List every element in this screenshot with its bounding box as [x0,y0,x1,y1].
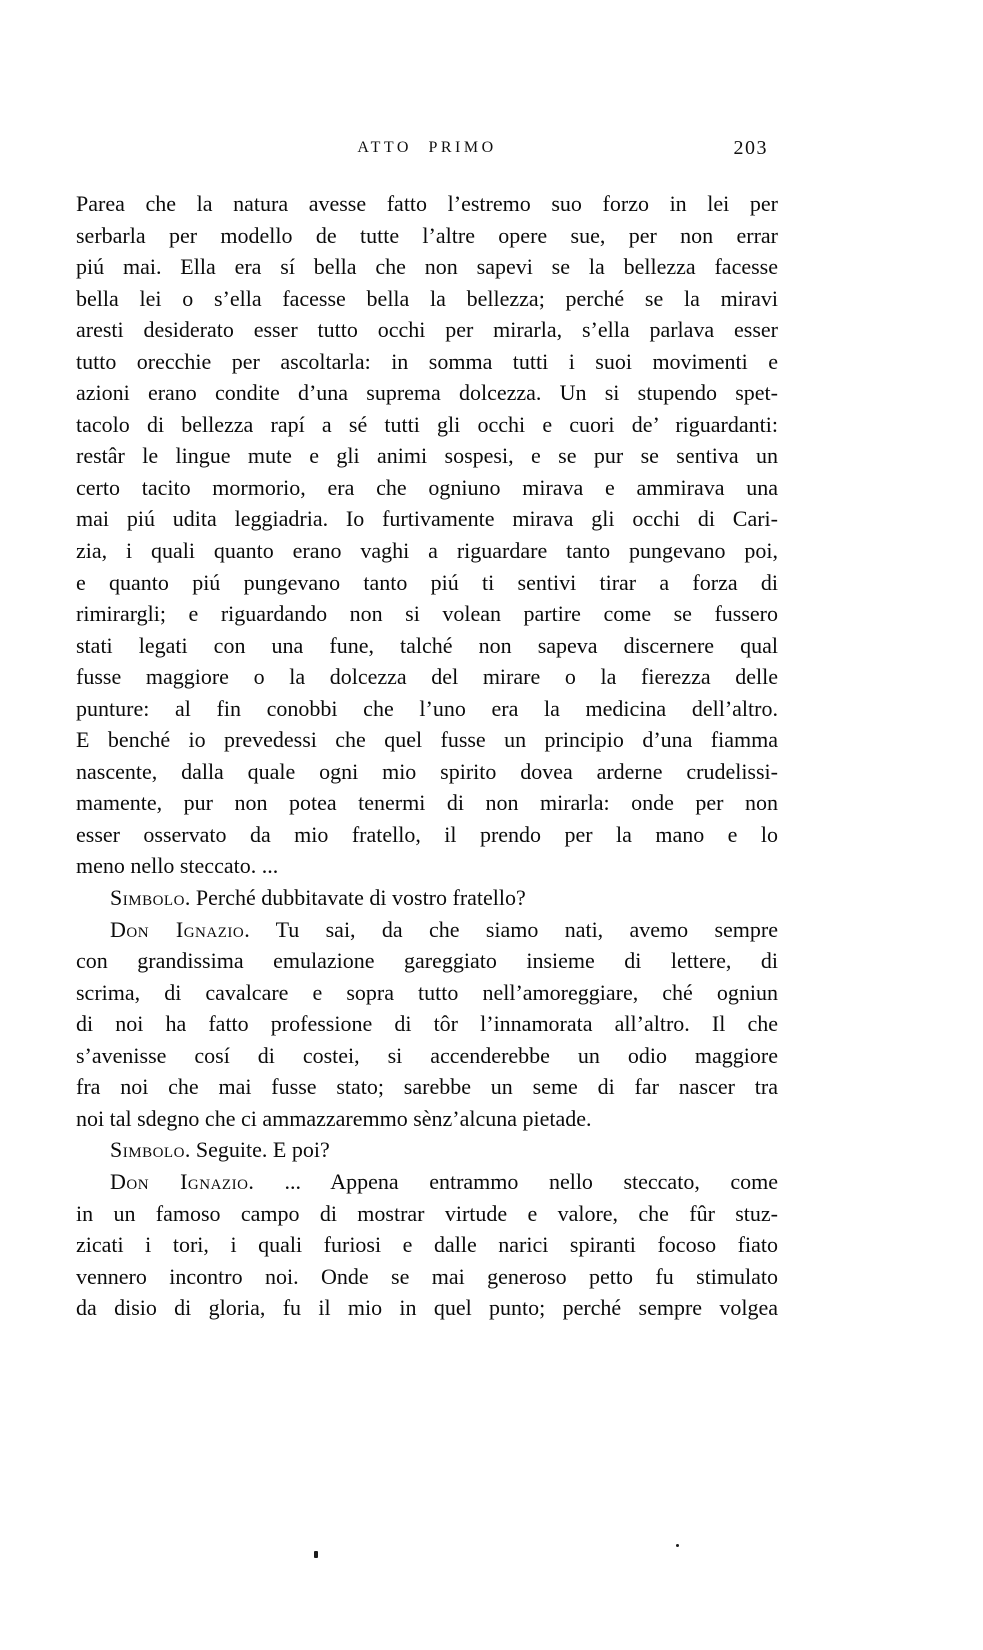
text-line [76,283,778,315]
text-block [76,188,778,1324]
text-line [76,1292,778,1324]
text-line [76,1040,778,1072]
speaker-name: Simbolo [110,885,185,911]
text-line [76,503,778,535]
line-text: di noi ha fatto professione di tôr l’innamorata all’altro. Il che [76,1011,778,1037]
text-line [76,409,778,441]
line-text: Parea che la natura avesse fatto l’estremo suo forzo in lei per [76,191,778,216]
line-text: tacolo di bellezza rapí a sé tutti gli occhi e cuori de’ riguardanti: [76,411,778,437]
speaker-name: Don Ignazio [110,1168,249,1194]
text-line [76,188,778,220]
line-text: . Seguite. E poi? [184,1137,330,1163]
line-text: E benché io prevedessi che quel fusse un principio d’una fiamma [76,727,778,753]
text-line [76,661,778,693]
line-text: nascente, dalla quale ogni mio spirito dovea arderne crudelissi- [76,758,778,784]
line-text: serbarla per modello de tutte l’altre opere sue, per non errar [76,222,778,248]
text-line [76,914,778,946]
line-text: esser osservato da mio fratello, il prendo per la mano e lo [76,821,778,847]
text-line [76,882,778,914]
line-text: da disio di gloria, fu il mio in quel punto; perché sempre volgea [76,1295,778,1321]
text-line [76,693,778,725]
text-line [76,1261,778,1293]
text-line [76,1229,778,1261]
running-title: ATTO PRIMO [357,139,497,156]
line-text: mamente, pur non potea tenermi di non mirarla: onde per non [76,790,778,816]
text-line [76,1166,778,1198]
page-header [76,137,778,161]
speaker-name: Don Ignazio [110,916,245,942]
text-line [76,535,778,567]
line-text: fra noi che mai fusse stato; sarebbe un seme di far nascer tra [76,1074,778,1100]
text-line [76,440,778,472]
text-line [76,377,778,409]
text-line [76,630,778,662]
ink-speck [314,1551,318,1558]
line-text: s’avenisse cosí di costei, si accenderebbe un odio maggiore [76,1042,778,1068]
line-text: punture: al fin conobbi che l’uno era la medicina dell’altro. [76,695,778,721]
line-text: . ... Appena entrammo nello steccato, come [248,1168,778,1194]
text-line [76,472,778,504]
text-line [76,314,778,346]
line-text: scrima, di cavalcare e sopra tutto nell’amoreggiare, ché ogniun [76,979,778,1005]
line-text: . Tu sai, da che siamo nati, avemo sempre [244,916,778,942]
text-line [76,1071,778,1103]
line-text: tutto orecchie per ascoltarla: in somma tutti i suoi movimenti e [76,348,778,374]
text-line [76,819,778,851]
line-text: vennero incontro noi. Onde se mai generoso petto fu stimulato [76,1263,778,1289]
line-text: noi tal sdegno che ci ammazzaremmo sènz’alcuna pietade. [76,1105,592,1131]
text-line [76,756,778,788]
line-text: meno nello steccato. ... [76,853,279,879]
speaker-name: Simbolo [110,1137,185,1163]
text-line [76,1134,778,1166]
line-text: zia, i quali quanto erano vaghi a riguardare tanto pungevano poi, [76,538,778,564]
line-text: zicati i tori, i quali furiosi e dalle narici spiranti focoso fiato [76,1232,778,1258]
line-text: e quanto piú pungevano tanto piú ti sentivi tirar a forza di [76,569,778,595]
line-text: in un famoso campo di mostrar virtude e valore, che fûr stuz- [76,1200,778,1226]
line-text: con grandissima emulazione gareggiato insieme di lettere, di [76,948,778,974]
line-text: certo tacito mormorio, era che ogniuno mirava e ammirava una [76,474,778,500]
line-text: aresti desiderato esser tutto occhi per mirarla, s’ella parlava esser [76,317,778,343]
line-text: stati legati con una fune, talché non sapeva discernere qual [76,632,778,658]
line-text: restâr le lingue mute e gli animi sospesi, e se pur se sentiva un [76,443,778,469]
text-line [76,1103,778,1135]
text-line [76,598,778,630]
text-line [76,220,778,252]
line-text: azioni erano condite d’una suprema dolcezza. Un si stupendo spet- [76,380,778,406]
line-text: . Perché dubbitavate di vostro fratello? [184,885,526,911]
text-line [76,977,778,1009]
text-line [76,1198,778,1230]
line-text: mai piú udita leggiadria. Io furtivamente mirava gli occhi di Cari- [76,506,778,532]
ink-speck [676,1544,679,1547]
line-text: piú mai. Ella era sí bella che non sapevi se la bellezza facesse [76,254,778,280]
text-line [76,850,778,882]
page-number: 203 [733,137,768,159]
line-text: bella lei o s’ella facesse bella la bellezza; perché se la miravi [76,285,778,311]
text-line [76,787,778,819]
text-line [76,1008,778,1040]
text-line [76,945,778,977]
line-text: rimirargli; e riguardando non si volean partire come se fussero [76,601,778,627]
line-text: fusse maggiore o la dolcezza del mirare o la fierezza delle [76,664,778,690]
text-line [76,251,778,283]
text-line [76,724,778,756]
text-line [76,346,778,378]
text-line [76,567,778,599]
